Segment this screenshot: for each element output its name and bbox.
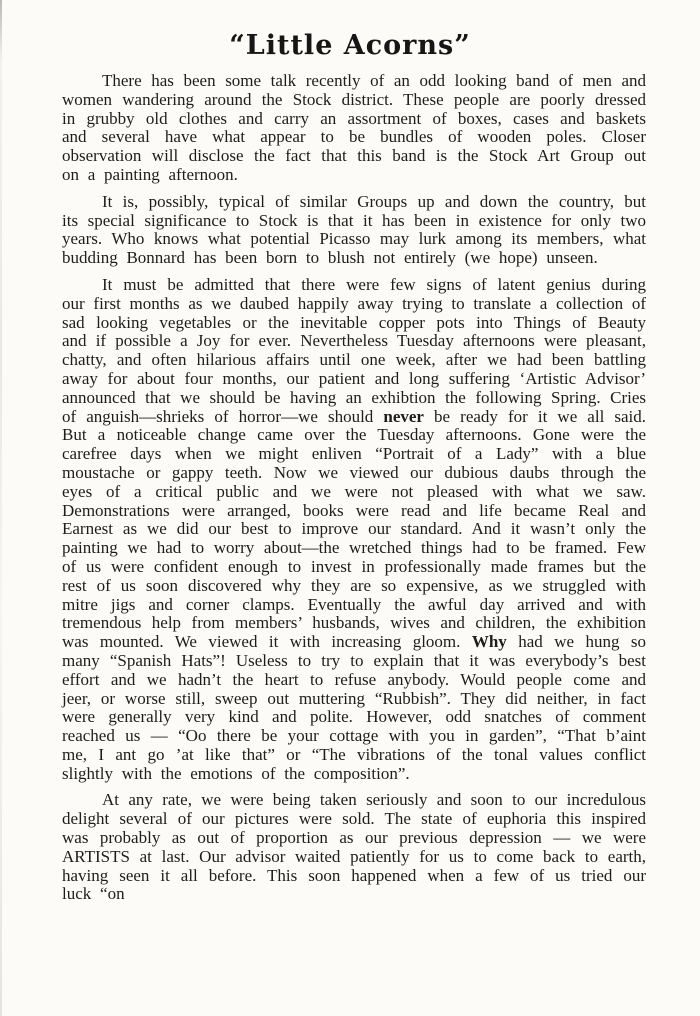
scan-edge-artifact: [0, 0, 2, 1016]
article-body: [62, 72, 646, 904]
text-segment: It must be admitted that there were few signs of latent genius during our first months as we daubed happily away trying to translate a collection of sad looking vegetables or the inevitable copper pots into Things of Beauty and if possible a Joy for ever. Nevertheless Tuesday afternoons were pleasant, chatty, and often hilarious affairs until one week, after we had been battling away for about four months, our patient and long suffering ‘Artistic Advisor’ announced that we should be having an exhibtion the following Spring. Cries of anguish—shrieks of horror—we should: [62, 274, 646, 426]
bold-text: Why: [471, 632, 507, 652]
text-segment: At any rate, we were being taken seriously and soon to our incredulous delight several of our pictures were sold. The state of euphoria this inspired was probably as out of proportion as our previous depression — we were ARTISTS at last. Our advisor waited patiently for us to come back to earth, having seen it all before. This soon happened when a few of us tried our luck “on: [62, 790, 646, 904]
paragraph-2: [62, 193, 646, 268]
paragraph-1: [62, 72, 646, 185]
bold-text: never: [383, 406, 424, 426]
paragraph-3: [62, 276, 646, 784]
text-segment: It is, possibly, typical of similar Groups up and down the country, but its special significance to Stock is that it has been in existence for only two years. Who knows what potential Picasso may lurk among its members, what budding Bonnard has been born to blush not entirely (we hope) unseen.: [62, 191, 646, 268]
text-segment: be ready for it we all said. But a noticeable change came over the Tuesday afternoons. Gone were the carefree days when we might enliven “Portrait of a Lady” with a blue moustache or gappy teeth. Now we viewed our dubious daubs through the eyes of a critical public and we were not pleased with what we saw. Demonstrations were arranged, books were read and life became Real and Earnest as we did our best to improve our standard. And it wasn’t only the painting we had to worry about—the wretched things had to be framed. Few of us were confident enough to invest in professionally made frames but the rest of us soon discovered why they are so expensive, as we struggled with mitre jigs and corner clamps. Eventually the awful day arrived and with tremendous help from members’ husbands, wives and children, the exhibition was mounted. We viewed it with increasing gloom.: [62, 406, 647, 652]
paragraph-4: [62, 791, 646, 904]
text-segment: had we hung so many “Spanish Hats”! Useless to try to explain that it was everybody’s best effort and we hadn’t the heart to refuse anybody. Would people come and jeer, or worse still, sweep out muttering “Rubbish”. They did neither, in fact were generally very kind and polite. However, odd snatches of comment reached us — “Oo there be your cottage with you in garden”, “That b’aint me, I ant go ’at like that” or “The vibrations of the tonal values conflict slightly with the emotions of the composition”.: [62, 632, 647, 783]
text-segment: There has been some talk recently of an odd looking band of men and women wandering around the Stock district. These people are poorly dressed in grubby old clothes and carry an assortment of boxes, cases and baskets and several have what appear to be bundles of wooden poles. Closer observation will disclose the fact that this band is the Stock Art Group out on a painting afternoon.: [62, 71, 646, 184]
page-title: “Little Acorns”: [229, 30, 471, 61]
